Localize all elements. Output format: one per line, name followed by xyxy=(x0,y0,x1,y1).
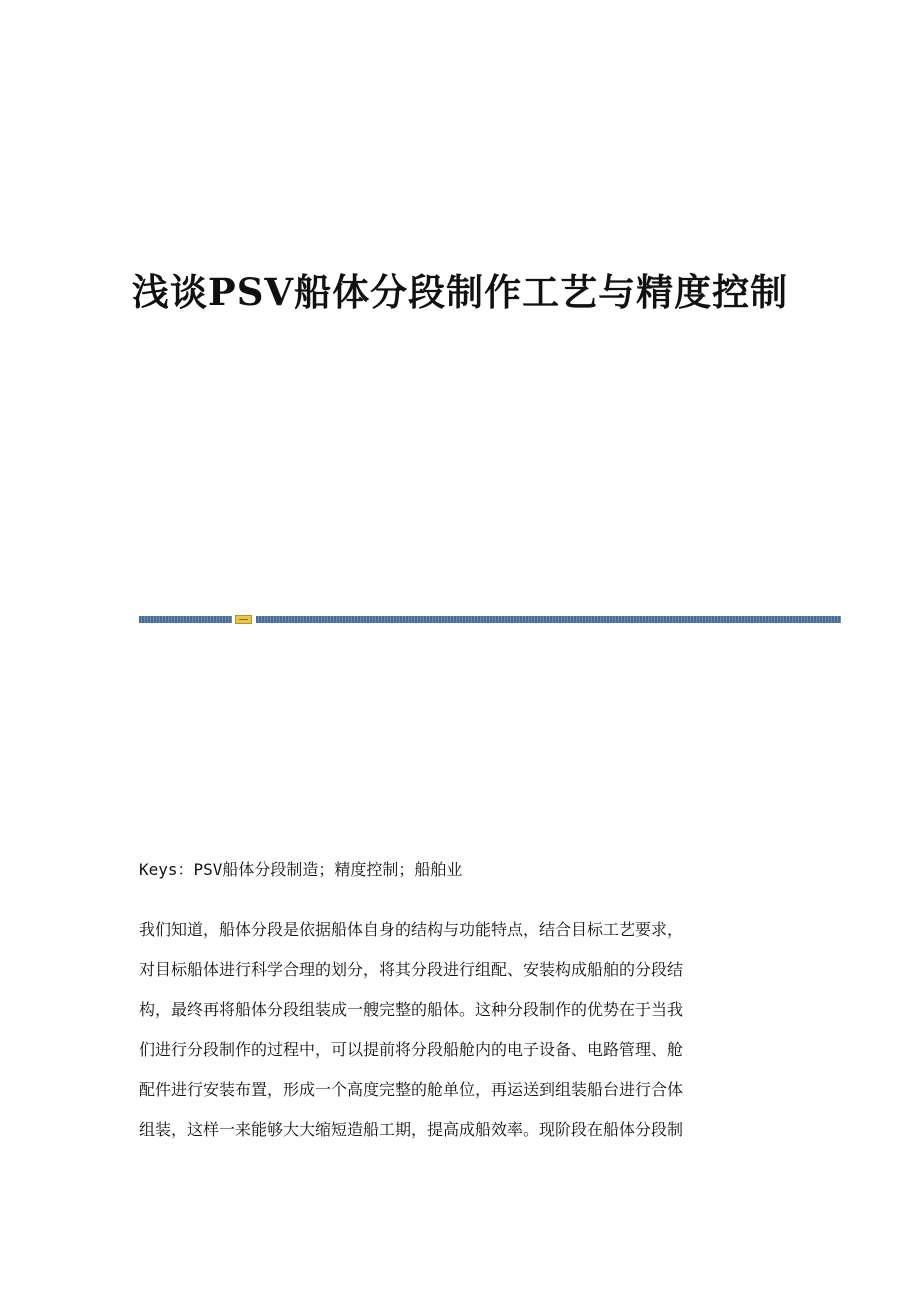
divider-ornament-icon xyxy=(235,615,252,624)
paragraph-line: 组装，这样一来能够大大缩短造船工期，提高成船效率。现阶段在船体分段制 xyxy=(139,1120,684,1139)
paragraph-line: 我们知道，船体分段是依据船体自身的结构与功能特点，结合目标工艺要求， xyxy=(139,920,684,939)
paragraph-line: 配件进行安装布置，形成一个高度完整的舱单位，再运送到组装船台进行合体 xyxy=(139,1080,684,1099)
body-paragraph xyxy=(139,910,771,1150)
paragraph-line: 构，最终再将船体分段组装成一艘完整的船体。这种分段制作的优势在于当我 xyxy=(139,1000,684,1019)
paragraph-line: 对目标船体进行科学合理的划分，将其分段进行组配、安装构成船舶的分段结 xyxy=(139,960,684,979)
divider-bar-left xyxy=(139,616,232,623)
paragraph-line: 们进行分段制作的过程中，可以提前将分段船舱内的电子设备、电路管理、舱 xyxy=(139,1040,684,1059)
section-divider xyxy=(139,615,841,624)
divider-bar-right xyxy=(256,616,841,623)
keywords-line: Keys：PSV船体分段制造；精度控制；船舶业 xyxy=(139,860,463,879)
document-title: 浅谈PSV船体分段制作工艺与精度控制 xyxy=(131,270,789,314)
